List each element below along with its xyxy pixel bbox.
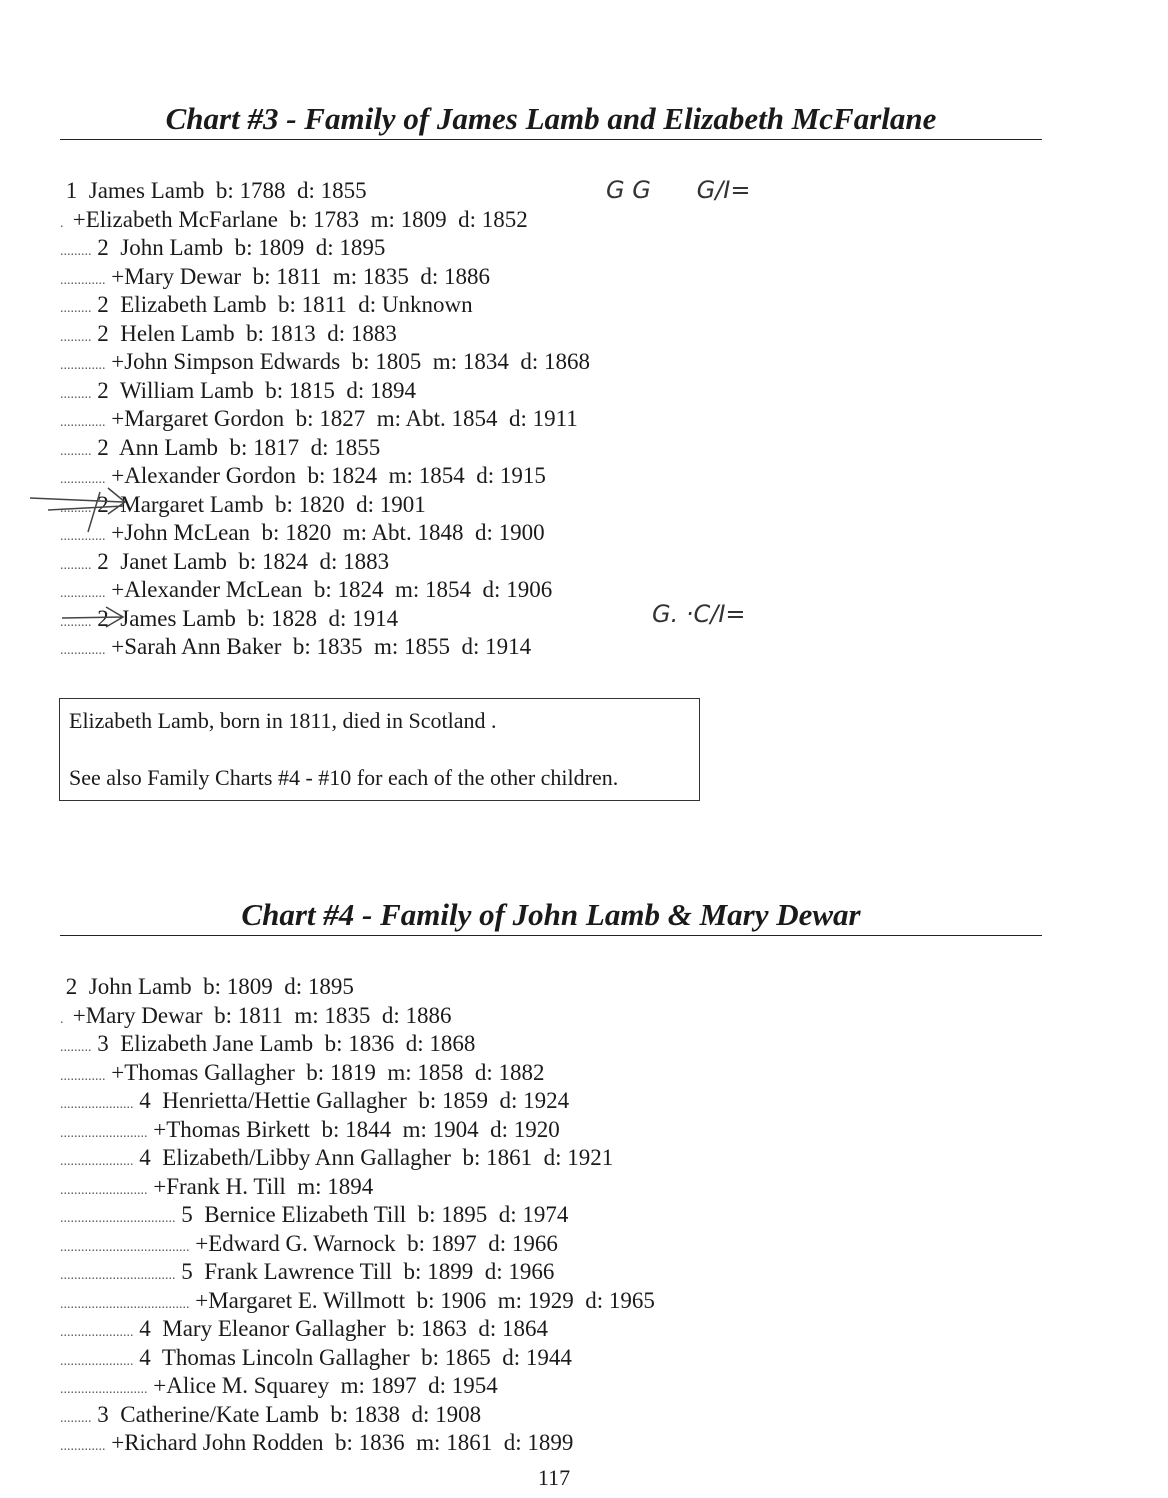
indent-dots: .........................: [60, 1182, 148, 1198]
person-record: +Thomas Birkett b: 1844 m: 1904 d: 1920: [153, 1116, 560, 1142]
person-record: Ann Lamb b: 1817 d: 1855: [118, 434, 381, 460]
generation-number: 3: [97, 1401, 109, 1427]
indent-dots: .........: [60, 1040, 92, 1055]
family-entry: [60, 1031, 475, 1061]
person-record: Henrietta/Hettie Gallagher b: 1859 d: 1924: [162, 1088, 570, 1113]
person-record: Margaret Lamb b: 1820 d: 1901: [120, 491, 426, 517]
indent-dots: .........: [60, 301, 92, 316]
person-record: John Lamb b: 1809 d: 1895: [88, 974, 354, 999]
family-entry: [60, 435, 380, 465]
family-entry: [60, 577, 552, 607]
indent-dots: .............: [60, 643, 106, 658]
indent-dots: .........................: [60, 1125, 148, 1141]
person-record: Janet Lamb b: 1824 d: 1883: [120, 548, 390, 574]
generation-number: 2: [97, 377, 109, 403]
indent-dots: .........: [60, 1410, 92, 1426]
family-entry: [60, 1088, 569, 1118]
family-entry: [60, 1373, 498, 1403]
indent-dots: .....................: [60, 1154, 134, 1169]
person-record: Elizabeth Jane Lamb b: 1836 d: 1868: [120, 1031, 476, 1056]
generation-number: 4: [139, 1344, 151, 1370]
indent-dots: .................................: [60, 1211, 176, 1226]
generation-number: 2: [97, 320, 109, 346]
family-entry: [60, 1174, 373, 1204]
person-record: +Margaret E. Willmott b: 1906 m: 1929 d: 1965: [195, 1287, 655, 1313]
person-record: +Margaret Gordon b: 1827 m: Abt. 1854 d: 1911: [111, 406, 578, 431]
handwritten-annotation-middle: G. ·C/I=: [652, 600, 746, 628]
indent-dots: .........: [60, 557, 92, 573]
person-record: +Mary Dewar b: 1811 m: 1835 d: 1886: [72, 1002, 452, 1028]
person-record: +Richard John Rodden b: 1836 m: 1861 d: 1899: [111, 1430, 574, 1455]
family-entry: [60, 1145, 613, 1175]
indent-dots: .: [60, 215, 67, 231]
indent-dots: .: [60, 1011, 67, 1027]
generation-number: 4: [139, 1145, 151, 1170]
indent-dots: .................................: [60, 1268, 176, 1283]
family-entry: [60, 292, 473, 322]
person-record: +Frank H. Till m: 1894: [153, 1173, 374, 1199]
person-record: +Elizabeth McFarlane b: 1783 m: 1809 d: 1852: [72, 206, 528, 232]
family-entry: [60, 1345, 572, 1375]
family-entry: [60, 634, 531, 664]
person-record: +Edward G. Warnock b: 1897 d: 1966: [195, 1230, 558, 1256]
family-entry: [60, 207, 528, 237]
family-entry: [60, 406, 578, 436]
person-record: +Thomas Gallagher b: 1819 m: 1858 d: 1882: [111, 1059, 545, 1085]
indent-dots: .....................: [60, 1325, 134, 1340]
family-entry: [60, 321, 397, 351]
indent-dots: .............: [60, 415, 106, 430]
indent-dots: .............: [60, 472, 106, 487]
family-entry: [60, 349, 590, 379]
person-record: Elizabeth/Libby Ann Gallagher b: 1861 d: 1921: [162, 1145, 614, 1170]
indent-dots: .........: [60, 614, 92, 630]
family-entry: [60, 1060, 545, 1090]
indent-dots: .....................................: [60, 1239, 190, 1255]
person-record: Helen Lamb b: 1813 d: 1883: [120, 320, 397, 346]
chart-4-divider: [60, 935, 1042, 936]
family-entry: [60, 1288, 655, 1318]
note-line-2: See also Family Charts #4 - #10 for each of the other children.: [69, 765, 619, 790]
family-entry: [60, 1430, 573, 1460]
indent-dots: .........................: [60, 1382, 148, 1397]
person-record: John Lamb b: 1809 d: 1895: [120, 235, 386, 260]
person-record: Catherine/Kate Lamb b: 1838 d: 1908: [120, 1401, 482, 1427]
generation-number: 2: [97, 605, 109, 631]
family-entry: [60, 378, 416, 408]
indent-dots: .........: [60, 329, 92, 345]
person-record: Thomas Lincoln Gallagher b: 1865 d: 1944: [161, 1344, 572, 1370]
person-record: Elizabeth Lamb b: 1811 d: Unknown: [120, 292, 473, 317]
family-entry: [60, 264, 490, 294]
chart-4-title: Chart #4 - Family of John Lamb & Mary Dewar: [241, 897, 861, 932]
person-record: +Mary Dewar b: 1811 m: 1835 d: 1886: [111, 263, 491, 289]
generation-number: 5: [181, 1202, 193, 1227]
generation-number: 2: [97, 235, 109, 260]
generation-number: 1: [65, 178, 78, 203]
note-line-1: Elizabeth Lamb, born in 1811, died in Scotland .: [69, 708, 497, 733]
person-record: Mary Eleanor Gallagher b: 1863 d: 1864: [162, 1316, 549, 1341]
chart-3-divider: [60, 139, 1042, 140]
person-record: +Sarah Ann Baker b: 1835 m: 1855 d: 1914: [111, 634, 532, 659]
indent-dots: .............: [60, 586, 106, 601]
person-record: +Alexander Gordon b: 1824 m: 1854 d: 1915: [111, 463, 546, 488]
indent-dots: .....................: [60, 1353, 134, 1369]
handwritten-annotation-top: G G G/I=: [606, 176, 751, 204]
family-entry: [60, 1231, 558, 1261]
generation-number: 4: [139, 1316, 151, 1341]
generation-number: 5: [181, 1259, 193, 1284]
person-record: +Alice M. Squarey m: 1897 d: 1954: [153, 1373, 498, 1398]
family-entry: [60, 1259, 554, 1289]
indent-dots: .............: [60, 1439, 106, 1454]
family-entry: [60, 1402, 481, 1432]
indent-dots: .....................................: [60, 1296, 190, 1312]
generation-number: 2: [97, 491, 109, 517]
indent-dots: .............: [60, 1068, 106, 1084]
indent-dots: .........: [60, 500, 92, 516]
handwritten-arrow-icon: [60, 602, 130, 632]
person-record: +John Simpson Edwards b: 1805 m: 1834 d: 1868: [111, 349, 590, 374]
indent-dots: .........: [60, 244, 92, 259]
generation-number: 2: [97, 434, 109, 460]
indent-dots: .............: [60, 272, 106, 288]
person-record: Bernice Elizabeth Till b: 1895 d: 1974: [204, 1202, 569, 1227]
family-entry: [60, 1117, 560, 1147]
family-entry: [60, 235, 385, 265]
family-entry: [60, 178, 367, 208]
person-record: +John McLean b: 1820 m: Abt. 1848 d: 1900: [111, 520, 545, 545]
indent-dots: .....................: [60, 1097, 134, 1112]
family-entry: [60, 1316, 548, 1346]
person-record: James Lamb b: 1788 d: 1855: [88, 178, 367, 203]
family-entry: [60, 974, 354, 1004]
indent-dots: .............: [60, 529, 106, 544]
indent-dots: .............: [60, 358, 106, 373]
generation-number: 2: [97, 292, 109, 317]
family-entry: [60, 549, 389, 579]
page-number: 117: [537, 1465, 571, 1490]
generation-number: 3: [97, 1031, 109, 1056]
generation-number: 2: [65, 974, 78, 999]
family-entry: [60, 1003, 452, 1033]
person-record: Frank Lawrence Till b: 1899 d: 1966: [204, 1259, 555, 1284]
chart-3-title: Chart #3 - Family of James Lamb and Elizabeth McFarlane: [165, 101, 937, 136]
person-record: William Lamb b: 1815 d: 1894: [119, 377, 416, 403]
handwritten-arrow-icon: [28, 480, 138, 540]
indent-dots: .........: [60, 443, 92, 459]
person-record: +Alexander McLean b: 1824 m: 1854 d: 1906: [111, 577, 553, 602]
person-record: James Lamb b: 1828 d: 1914: [120, 605, 399, 631]
family-entry: [60, 1202, 568, 1232]
generation-number: 2: [97, 548, 109, 574]
indent-dots: .........: [60, 386, 92, 402]
chart-3-note-box: [59, 698, 700, 801]
generation-number: 4: [139, 1088, 151, 1113]
